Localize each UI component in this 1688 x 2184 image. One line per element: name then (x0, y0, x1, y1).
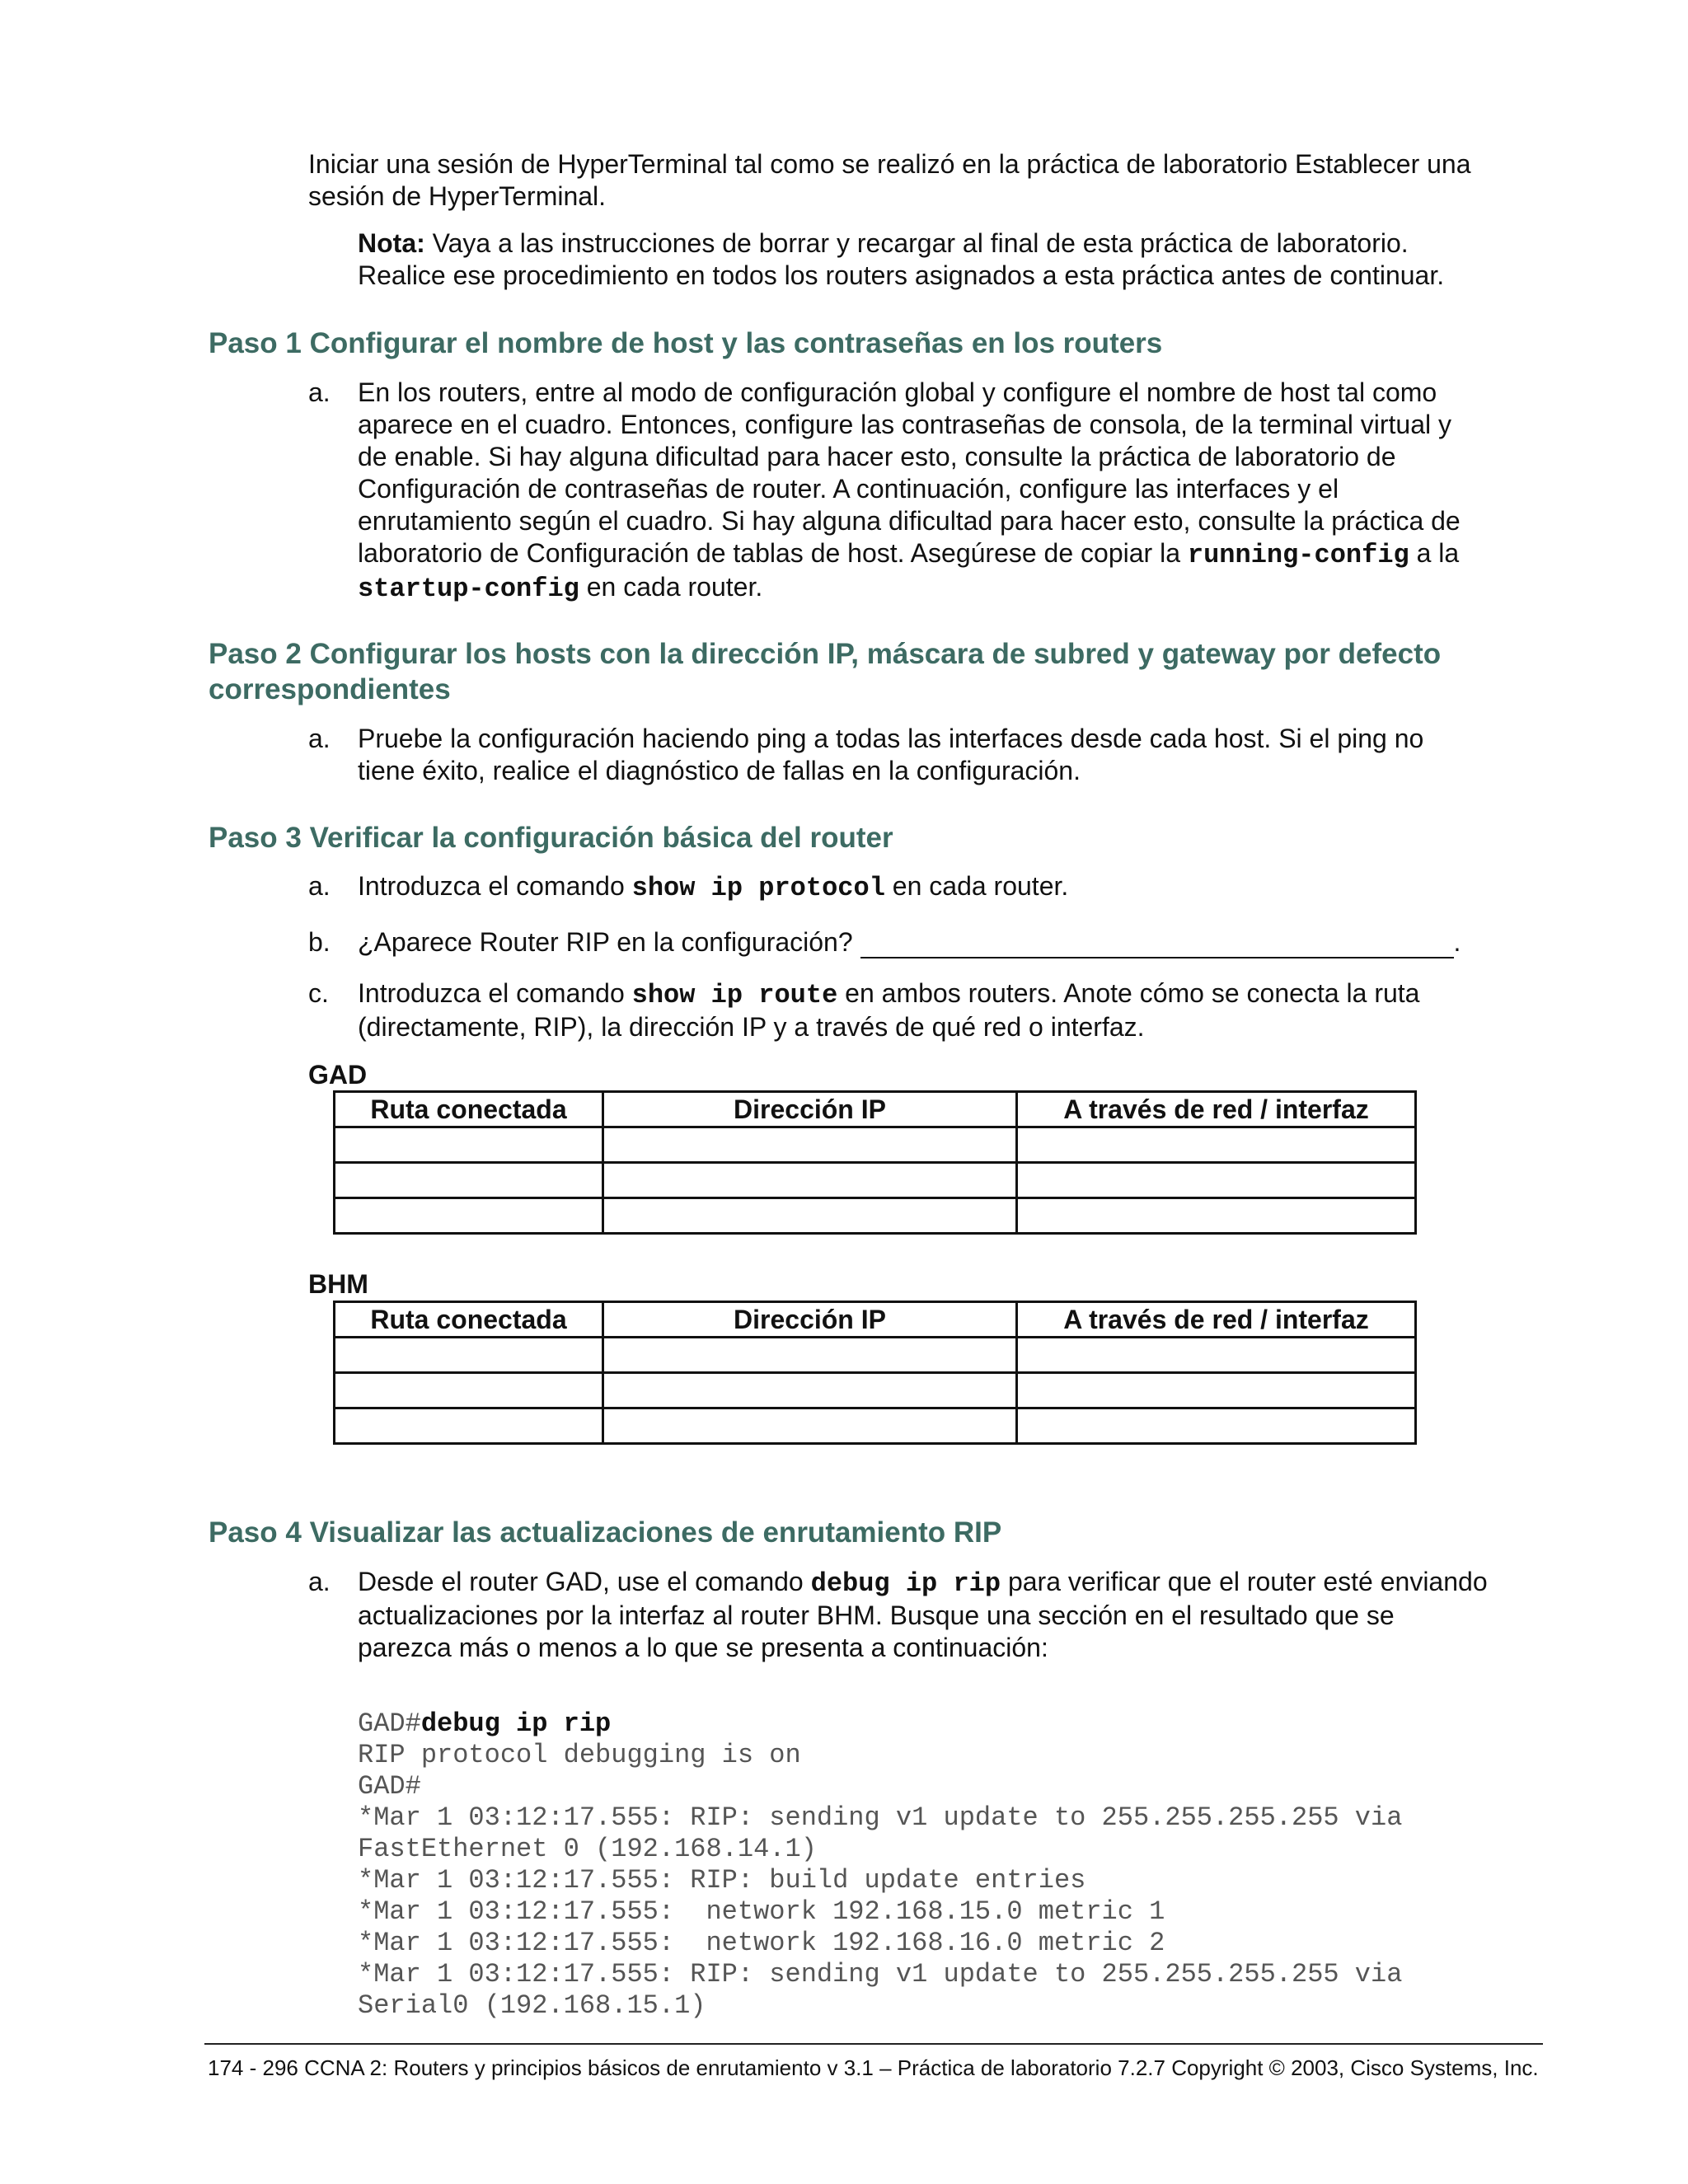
table-cell[interactable] (603, 1373, 1017, 1408)
note-label: Nota: (358, 228, 425, 258)
item-label: a. (308, 1567, 331, 1596)
table-cell[interactable] (1017, 1163, 1416, 1198)
item-text: de enable. Si hay alguna dificultad para hacer esto, consulte la práctica de laboratorio de (358, 442, 1396, 471)
step1-heading: Paso 1 Configurar el nombre de host y las contraseñas en los routers (209, 327, 1163, 359)
show-ip-route-code: show ip route (631, 980, 838, 1010)
table-cell[interactable] (335, 1198, 603, 1234)
item-text: en ambos routers. Anote cómo se conecta la ruta (837, 978, 1420, 1008)
column-header: Ruta conectada (335, 1092, 603, 1127)
bhm-route-table (333, 1301, 1417, 1445)
table-cell[interactable] (1017, 1198, 1416, 1234)
table-cell[interactable] (335, 1127, 603, 1163)
step3-heading: Paso 3 Verificar la configuración básica del router (209, 822, 893, 854)
table-row (335, 1373, 1416, 1408)
column-header: A través de red / interfaz (1017, 1092, 1416, 1127)
footer-divider (204, 2043, 1543, 2045)
item-label: a. (308, 724, 331, 753)
item-text: en cada router. (579, 572, 763, 602)
running-config-code: running-config (1187, 540, 1409, 570)
item-text: Pruebe la configuración haciendo ping a todas las interfaces desde cada host. Si el ping no (358, 724, 1424, 753)
item-text: para verificar que el router esté enviando (1001, 1567, 1488, 1596)
heading-line: Paso 2 Configurar los hosts con la dirección IP, máscara de subred y gateway por defecto (209, 638, 1442, 670)
bhm-table-title: BHM (308, 1269, 368, 1299)
note-paragraph (358, 227, 1444, 292)
gad-table-title: GAD (308, 1060, 368, 1090)
output-line: *Mar 1 03:12:17.555: RIP: sending v1 update to 255.255.255.255 via (358, 1959, 1403, 1990)
table-cell[interactable] (1017, 1127, 1416, 1163)
item-label: a. (308, 377, 331, 407)
output-line: GAD# (358, 1771, 421, 1802)
item-text: enrutamiento según el cuadro. Si hay alguna dificultad para hacer esto, consulte la práctica de (358, 506, 1461, 536)
table-cell[interactable] (335, 1373, 603, 1408)
column-header: Ruta conectada (335, 1302, 603, 1338)
item-text: Introduzca el comando (358, 978, 632, 1008)
table-cell[interactable] (603, 1408, 1017, 1444)
item-label: c. (308, 978, 329, 1008)
output-line: FastEthernet 0 (192.168.14.1) (358, 1834, 817, 1864)
item-text: Configuración de contraseñas de router. A continuación, configure las interfaces y el (358, 474, 1339, 504)
item-text: ¿Aparece Router RIP en la configuración? (358, 927, 853, 957)
table-row (335, 1127, 1416, 1163)
item-text: . (1453, 927, 1461, 957)
table-cell[interactable] (335, 1163, 603, 1198)
output-line: *Mar 1 03:12:17.555: network 192.168.15.0 metric 1 (358, 1896, 1165, 1927)
intro-line: Iniciar una sesión de HyperTerminal tal como se realizó en la práctica de laboratorio Establecer una (308, 149, 1471, 179)
table-header-row (335, 1302, 1416, 1338)
output-line: RIP protocol debugging is on (358, 1740, 801, 1770)
output-command: debug ip rip (420, 1708, 612, 1739)
table-cell[interactable] (1017, 1373, 1416, 1408)
startup-config-code: startup-config (358, 574, 579, 604)
step2-heading (209, 636, 1441, 707)
table-row (335, 1198, 1416, 1234)
item-text: Desde el router GAD, use el comando (358, 1567, 811, 1596)
item-label: a. (308, 871, 331, 901)
page-footer: 174 - 296 CCNA 2: Routers y principios básicos de enrutamiento v 3.1 – Práctica de laboratorio 7.2.7 Copyright © 2003, Cisco Systems, Inc. (208, 2055, 1539, 2080)
note-text: Vaya a las instrucciones de borrar y recargar al final de esta práctica de laboratorio. (432, 228, 1409, 258)
column-header: Dirección IP (603, 1302, 1017, 1338)
heading-line: correspondientes (209, 673, 451, 705)
item-text: En los routers, entre al modo de configuración global y configure el nombre de host tal como (358, 377, 1437, 407)
item-text: Introduzca el comando (358, 871, 632, 901)
step4-heading: Paso 4 Visualizar las actualizaciones de enrutamiento RIP (209, 1516, 1002, 1549)
item-text: a la (1409, 538, 1460, 568)
output-line: *Mar 1 03:12:17.555: RIP: sending v1 update to 255.255.255.255 via (358, 1802, 1403, 1833)
answer-blank-line[interactable] (860, 932, 1454, 958)
item-text: tiene éxito, realice el diagnóstico de fallas en la configuración. (358, 756, 1081, 785)
table-cell[interactable] (335, 1338, 603, 1373)
table-cell[interactable] (1017, 1338, 1416, 1373)
item-text: actualizaciones por la interfaz al router BHM. Busque una sección en el resultado que se (358, 1601, 1395, 1630)
output-line: *Mar 1 03:12:17.555: RIP: build update entries (358, 1865, 1086, 1896)
table-cell[interactable] (603, 1198, 1017, 1234)
item-text: en cada router. (884, 871, 1069, 901)
table-row (335, 1408, 1416, 1444)
output-line: *Mar 1 03:12:17.555: network 192.168.16.0 metric 2 (358, 1928, 1165, 1958)
debug-ip-rip-code: debug ip rip (810, 1568, 1001, 1599)
item-text: aparece en el cuadro. Entonces, configure las contraseñas de consola, de la terminal virtual y (358, 410, 1451, 439)
gad-route-table (333, 1090, 1417, 1235)
table-cell[interactable] (603, 1127, 1017, 1163)
output-prompt: GAD# (358, 1708, 421, 1739)
item-label: b. (308, 927, 331, 957)
table-row (335, 1163, 1416, 1198)
debug-output-block (358, 1708, 1578, 2022)
intro-paragraph (308, 148, 1471, 213)
output-line: Serial0 (192.168.15.1) (358, 1990, 706, 2021)
column-header: Dirección IP (603, 1092, 1017, 1127)
table-row (335, 1338, 1416, 1373)
table-cell[interactable] (1017, 1408, 1416, 1444)
table-cell[interactable] (603, 1163, 1017, 1198)
column-header: A través de red / interfaz (1017, 1302, 1416, 1338)
item-text: (directamente, RIP), la dirección IP y a través de qué red o interfaz. (358, 1012, 1145, 1042)
show-ip-protocol-code: show ip protocol (631, 873, 885, 903)
item-text: laboratorio de Configuración de tablas de host. Asegúrese de copiar la (358, 538, 1188, 568)
intro-line: sesión de HyperTerminal. (308, 181, 607, 211)
table-cell[interactable] (603, 1338, 1017, 1373)
table-cell[interactable] (335, 1408, 603, 1444)
item-text: parezca más o menos a lo que se presenta a continuación: (358, 1633, 1048, 1662)
table-header-row (335, 1092, 1416, 1127)
note-text: Realice ese procedimiento en todos los routers asignados a esta práctica antes de continuar. (358, 260, 1445, 290)
